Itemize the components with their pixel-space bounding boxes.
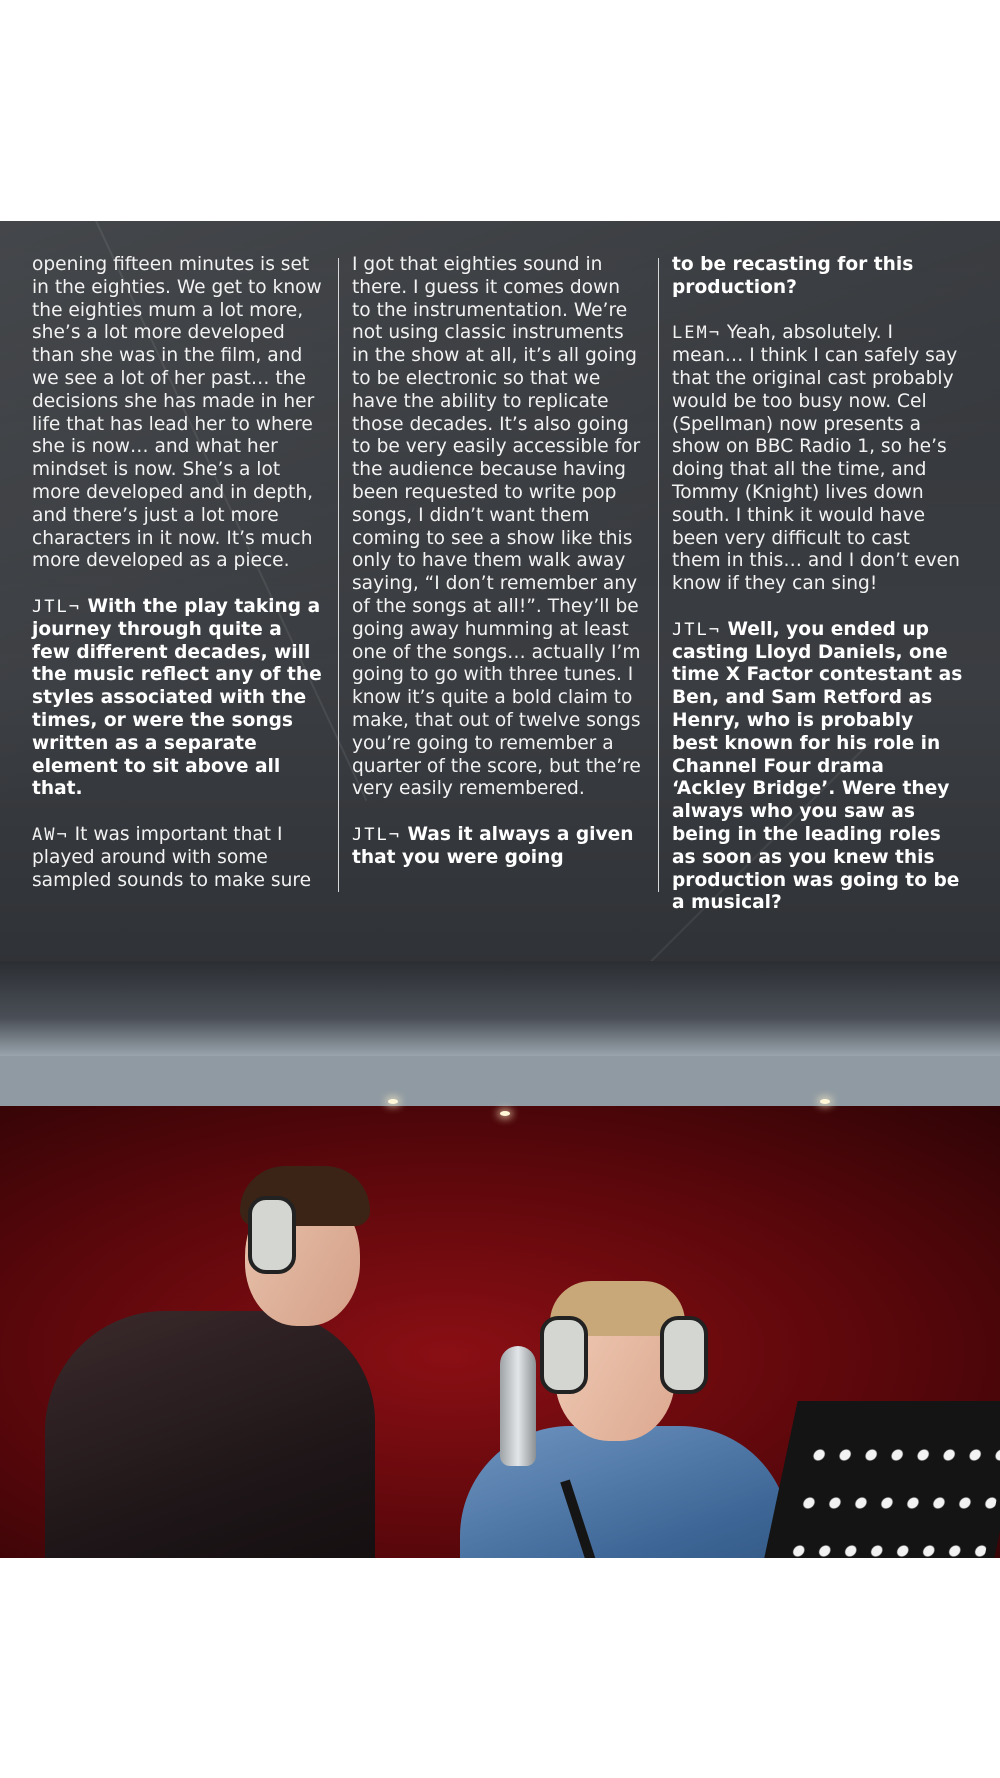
answer-paragraph: opening fifteen minutes is set in the eighties. We get to know the eighties mum a lot more, she’s a lot more developed than she was in the film, and we see a lot of her past… the decisions she has made in her life that has lead her to where she is now… and what her mindset is now. She’s a lot more developed and in depth, and there’s just a lot more characters in it now. It’s much more developed as a piece. (32, 254, 322, 572)
headphones-icon (660, 1316, 708, 1394)
column-divider (658, 258, 659, 892)
tag-marker: ¬ (68, 596, 81, 617)
answer-paragraph: I got that eighties sound in there. I guess it comes down to the instrumentation. We’re not using classic instruments in the show at all, it’s all going to be electronic so that we have the ability to replicate those decades. It’s also going to be very easily accessible for the audience because having been requested to write pop songs, I didn’t want them coming to see a show like this only to have them walk away saying, “I don’t remember any of the songs at all!”. They’ll be going away humming at least one of the songs… actually I’m going to go with three tunes. I know it’s quite a bold claim to make, that out of twelve songs you’re going to remember a quarter of the score, but the’re very easily remembered. (352, 254, 641, 800)
column-3 (672, 254, 964, 938)
tag-marker: ¬ (388, 824, 401, 845)
answer-paragraph (32, 824, 324, 892)
music-stand-holes (764, 1431, 1000, 1558)
headphones-icon (248, 1196, 296, 1274)
question-paragraph (32, 596, 324, 801)
headphones-icon (540, 1316, 588, 1394)
text-columns (32, 254, 972, 914)
question-text: Was it always a given that you were going (352, 823, 634, 868)
speaker-tag: LEM (672, 323, 709, 344)
answer-text: Yeah, absolutely. I mean… I think I can safely say that the original cast probably would be too busy now. Cel (Spellman) now presents a show on BBC Radio 1, so he’s doing that all the time, and Tommy (Knight) lives down south. I think it would have been very difficult to cast them in this… and I don’t even know if they can sing! (672, 322, 960, 595)
question-text: Well, you ended up casting Lloyd Daniels, one time X Factor contestant as Ben, and Sam Retford as Henry, who is probably best known for his role in Channel Four drama ‘Ackley Bridge’. Were they always who you saw as being in the leading roles as soon as you knew this production was going to be a musical? (672, 618, 963, 914)
article-panel (0, 221, 1000, 1558)
speaker-tag: JTL (32, 596, 69, 617)
ceiling-strip (0, 1056, 1000, 1106)
column-divider (338, 258, 339, 892)
ceiling-light (388, 1099, 398, 1104)
ceiling (0, 961, 1000, 1056)
speaker-tag: JTL (672, 619, 709, 640)
question-paragraph (672, 619, 964, 915)
tag-marker: ¬ (708, 619, 721, 640)
studio-photo (0, 961, 1000, 1558)
column-1 (32, 254, 324, 915)
question-paragraph (352, 824, 644, 870)
singer-left-body (45, 1311, 375, 1558)
column-2 (352, 254, 644, 892)
ceiling-light (500, 1111, 510, 1116)
answer-text: It was important that I played around with some sampled sounds to make sure (32, 823, 312, 891)
question-text: With the play taking a journey through quite a few different decades, will the music reflect any of the styles associated with the times, or were the songs written as a separate element to sit above all that. (32, 595, 322, 800)
speaker-tag: AW (32, 824, 57, 845)
question-continuation: to be recasting for this production? (672, 254, 914, 298)
microphone-icon (500, 1346, 536, 1466)
speaker-tag: JTL (352, 824, 389, 845)
tag-marker: ¬ (56, 824, 69, 845)
ceiling-light (820, 1099, 830, 1104)
answer-paragraph (672, 322, 964, 596)
tag-marker: ¬ (708, 323, 721, 344)
